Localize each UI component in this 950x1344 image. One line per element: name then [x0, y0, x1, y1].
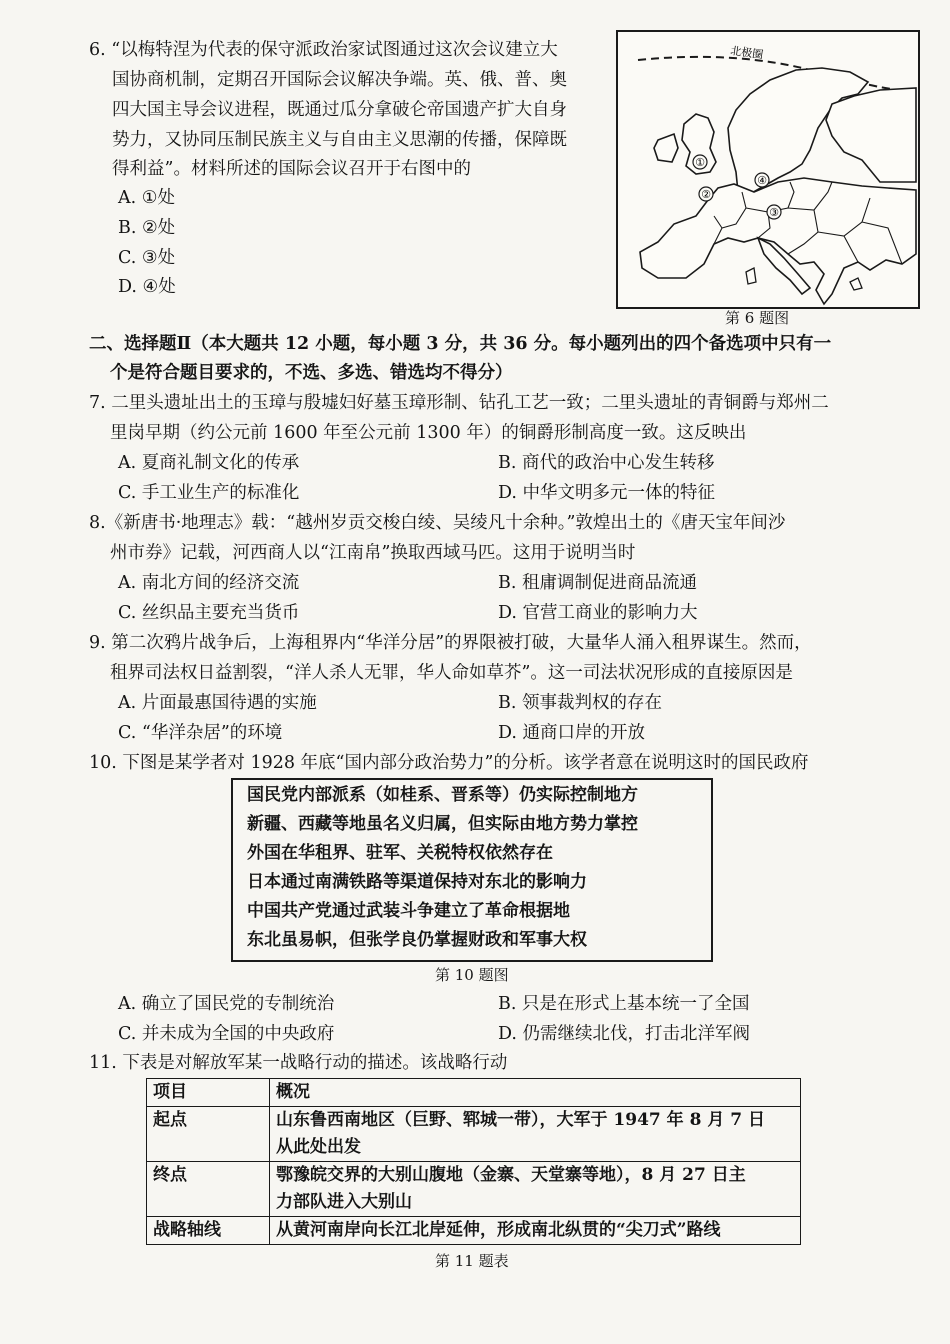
table-cell-line: 山东鲁西南地区（巨野、郓城一带），大军于 1947 年 8 月 7 日: [276, 1110, 765, 1130]
q8-option-a: A. 南北方间的经济交流: [118, 573, 300, 593]
q10-option-a: A. 确立了国民党的专制统治: [118, 994, 335, 1014]
arctic-circle-label: 北极圈: [729, 44, 765, 62]
q10-box-line-5: 中国共产党通过武装斗争建立了革命根据地: [247, 901, 570, 921]
q6-option-a: A. ①处: [118, 188, 175, 208]
q11-caption: 第 11 题表: [435, 1252, 509, 1270]
q6-option-c: C. ③处: [118, 248, 176, 268]
table-cell-line: 鄂豫皖交界的大别山腹地（金寨、天堂寨等地），8 月 27 日主: [276, 1165, 746, 1185]
continent-outline: [640, 178, 916, 304]
q7-option-c: C. 手工业生产的标准化: [118, 483, 300, 503]
q7-option-d: D. 中华文明多元一体的特征: [498, 483, 716, 503]
q11-table: [146, 1078, 801, 1245]
europe-map-drawing: [618, 32, 918, 307]
q6-option-d: D. ④处: [118, 277, 176, 297]
table-header-item: 项目: [147, 1079, 270, 1107]
q10-box-line-4: 日本通过南满铁路等渠道保持对东北的影响力: [247, 872, 587, 892]
table-cell-overview: [270, 1107, 801, 1162]
table-row: [147, 1107, 801, 1162]
table-cell-item: 战略轴线: [147, 1217, 270, 1245]
table-header-overview: 概况: [270, 1079, 801, 1107]
q9-line-2: 租界司法权日益割裂，“洋人杀人无罪，华人命如草芥”。这一司法状况形成的直接原因是: [110, 663, 793, 683]
q7-option-b: B. 商代的政治中心发生转移: [498, 453, 715, 473]
table-header-row: [147, 1079, 801, 1107]
q6-line-1: 6. “以梅特涅为代表的保守派政治家试图通过这次会议建立大: [89, 40, 558, 60]
table-row: [147, 1162, 801, 1217]
q9-option-d: D. 通商口岸的开放: [498, 723, 646, 743]
q7-option-a: A. 夏商礼制文化的传承: [118, 453, 300, 473]
q10-option-c: C. 并未成为全国的中央政府: [118, 1024, 335, 1044]
q10-option-d: D. 仍需继续北伐，打击北洋军阀: [498, 1024, 751, 1044]
q6-line-4: 势力，又协同压制民族主义与自由主义思潮的传播，保障既: [112, 130, 567, 150]
marker-3-label: ③: [769, 206, 779, 219]
q8-line-1: 8.《新唐书·地理志》载：“越州岁贡交梭白绫、吴绫凡十余种。”敦煌出土的《唐天宝年间沙: [89, 513, 786, 533]
q7-line-2: 里岗早期（约公元前 1600 年至公元前 1300 年）的铜爵形制高度一致。这反映出: [110, 423, 747, 443]
table-cell-line: 从此处出发: [276, 1137, 361, 1157]
marker-2-label: ②: [701, 188, 711, 201]
ireland-outline: [654, 134, 678, 162]
q9-line-1: 9. 第二次鸦片战争后，上海租界内“华洋分居”的界限被打破，大量华人涌入租界谋生。然而，: [89, 633, 812, 653]
marker-1-label: ①: [695, 156, 705, 169]
table-row: [147, 1217, 801, 1245]
section-2-line-2: 个是符合题目要求的，不选、多选、错选均不得分）: [110, 363, 513, 383]
q10-box-line-6: 东北虽易帜，但张学良仍掌握财政和军事大权: [247, 930, 587, 950]
q6-map-caption: 第 6 题图: [725, 309, 790, 327]
q6-line-3: 四大国主导会议进程，既通过瓜分拿破仑帝国遗产扩大自身: [112, 100, 567, 120]
table-cell-item: 终点: [147, 1162, 270, 1217]
europe-map: [616, 30, 920, 309]
q10-option-b: B. 只是在形式上基本统一了全国: [498, 994, 750, 1014]
q6-option-b: B. ②处: [118, 218, 176, 238]
q9-option-b: B. 领事裁判权的存在: [498, 693, 662, 713]
q8-line-2: 州市券》记载，河西商人以“江南帛”换取西域马匹。这用于说明当时: [110, 543, 636, 563]
q7-line-1: 7. 二里头遗址出土的玉璋与殷墟妇好墓玉璋形制、钻孔工艺一致；二里头遗址的青铜爵与郑州二: [89, 393, 829, 413]
marker-4-label: ④: [757, 174, 767, 187]
table-cell-line: 力部队进入大别山: [276, 1192, 412, 1212]
q10-box-line-3: 外国在华租界、驻军、关税特权依然存在: [247, 843, 553, 863]
q8-option-c: C. 丝织品主要充当货币: [118, 603, 300, 623]
table-cell-item: 起点: [147, 1107, 270, 1162]
q9-option-a: A. 片面最惠国待遇的实施: [118, 693, 317, 713]
q10-stem: 10. 下图是某学者对 1928 年底“国内部分政治势力”的分析。该学者意在说明这时的国民政府: [89, 753, 809, 773]
table-cell-overview: [270, 1162, 801, 1217]
q11-stem: 11. 下表是对解放军某一战略行动的描述。该战略行动: [89, 1053, 508, 1073]
q10-box-line-2: 新疆、西藏等地虽名义归属，但实际由地方势力掌控: [247, 814, 638, 834]
q6-line-5: 得利益”。材料所述的国际会议召开于右图中的: [112, 159, 471, 179]
q8-option-d: D. 官营工商业的影响力大: [498, 603, 698, 623]
table-cell-line: 从黄河南岸向长江北岸延伸，形成南北纵贯的“尖刀式”路线: [276, 1220, 721, 1240]
q9-option-c: C. “华洋杂居”的环境: [118, 723, 283, 743]
finland-russia-outline: [826, 88, 916, 182]
section-2-line-1: 二、选择题Ⅱ（本大题共 12 小题，每小题 3 分，共 36 分。每小题列出的四个备选项中只有一: [89, 334, 832, 354]
q6-line-2: 国协商机制，定期召开国际会议解决争端。英、俄、普、奥: [112, 70, 567, 90]
q10-figure-box: [231, 778, 713, 962]
q10-caption: 第 10 题图: [435, 966, 509, 984]
q10-box-line-1: 国民党内部派系（如桂系、晋系等）仍实际控制地方: [247, 785, 638, 805]
q8-option-b: B. 租庸调制促进商品流通: [498, 573, 697, 593]
table-cell-overview: [270, 1217, 801, 1245]
